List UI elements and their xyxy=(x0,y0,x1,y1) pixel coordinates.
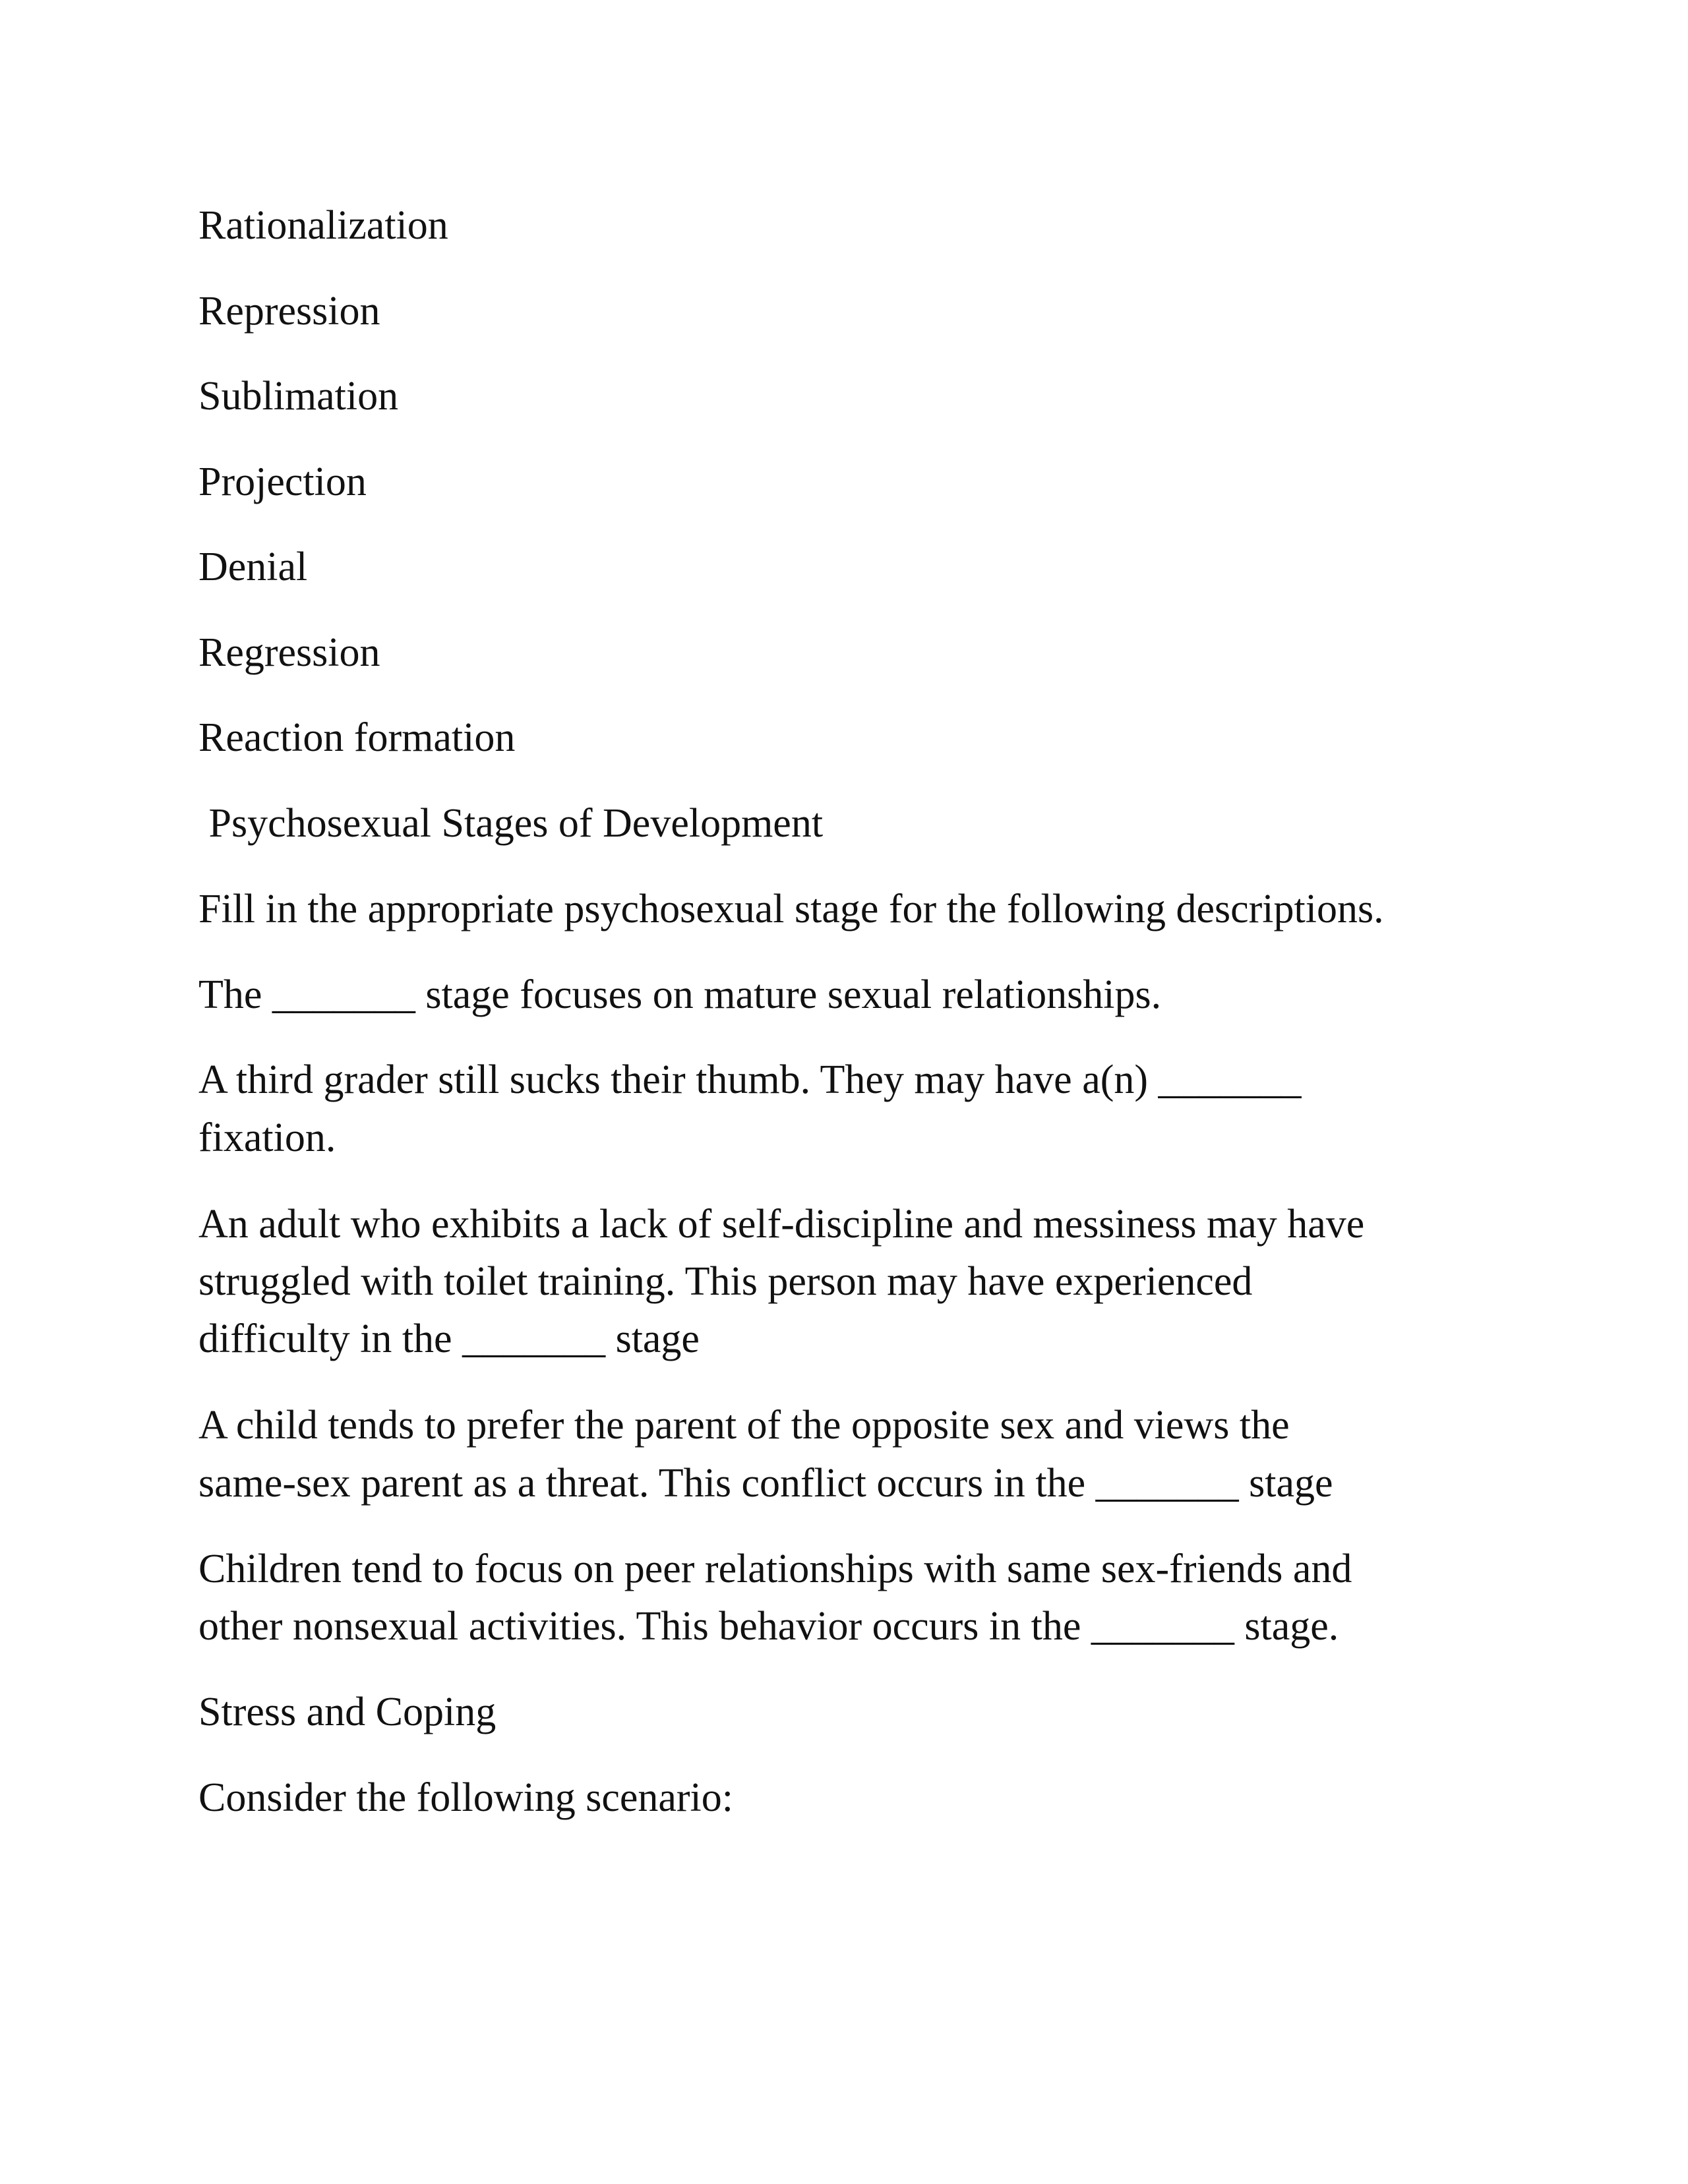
question-oral-line-1: A third grader still sucks their thumb. They may have a(n) _______ xyxy=(198,1057,1302,1102)
section-heading-psychosexual: Psychosexual Stages of Development xyxy=(198,801,824,846)
term-reaction-formation: Reaction formation xyxy=(198,715,516,760)
question-latency-line-2: other nonsexual activities. This behavior occurs in the _______ stage. xyxy=(198,1604,1339,1649)
question-anal-line-1: An adult who exhibits a lack of self-discipline and messiness may have xyxy=(198,1202,1365,1247)
term-sublimation: Sublimation xyxy=(198,374,399,419)
question-oral-line-2: fixation. xyxy=(198,1115,336,1160)
question-phallic-line-2: same-sex parent as a threat. This conflict occurs in the _______ stage xyxy=(198,1461,1333,1506)
question-genital-stage: The _______ stage focuses on mature sexual relationships. xyxy=(198,972,1162,1017)
term-projection: Projection xyxy=(198,459,367,504)
term-rationalization: Rationalization xyxy=(198,203,448,248)
section-heading-stress: Stress and Coping xyxy=(198,1690,497,1734)
question-phallic-line-1: A child tends to prefer the parent of the opposite sex and views the xyxy=(198,1403,1290,1448)
question-anal-line-3: difficulty in the _______ stage xyxy=(198,1316,700,1361)
term-regression: Regression xyxy=(198,630,380,675)
question-anal-line-2: struggled with toilet training. This person may have experienced xyxy=(198,1259,1253,1304)
instructions: Fill in the appropriate psychosexual stage for the following descriptions. xyxy=(198,887,1384,931)
term-repression: Repression xyxy=(198,289,380,334)
term-denial: Denial xyxy=(198,545,308,589)
scenario-prompt: Consider the following scenario: xyxy=(198,1775,733,1820)
question-latency-line-1: Children tend to focus on peer relationships with same sex-friends and xyxy=(198,1547,1352,1591)
